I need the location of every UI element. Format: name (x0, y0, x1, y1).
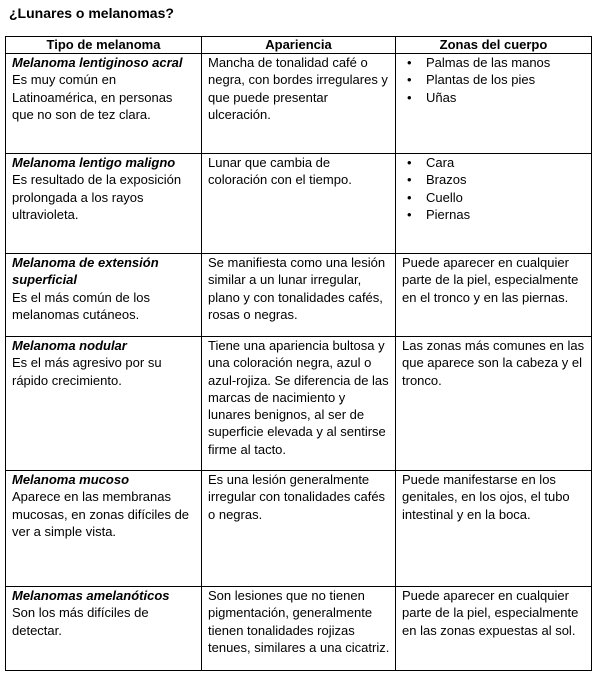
melanoma-name: Melanoma mucoso (12, 472, 130, 487)
list-item (402, 154, 587, 171)
type-cell (6, 587, 202, 671)
zones-list (402, 54, 587, 106)
type-cell (6, 471, 202, 587)
header-apariencia: Apariencia (202, 37, 396, 54)
type-cell (6, 337, 202, 471)
list-item (402, 71, 587, 88)
type-cell (6, 254, 202, 337)
zone-label: Piernas (426, 206, 471, 222)
zone-label: Palmas de las manos (426, 55, 551, 70)
table-header-row (6, 37, 592, 54)
zone-label: Brazos (426, 172, 467, 188)
table-row (6, 254, 592, 337)
melanoma-name: Melanoma lentigo maligno (12, 155, 176, 170)
zones-cell: Puede aparecer en cualquier parte de la piel, especialmente en las zonas expuestas al sol. (396, 587, 592, 671)
table-row (6, 471, 592, 587)
melanoma-description: Aparece en las membranas mucosas, en zonas difíciles de ver a simple vista. (12, 489, 190, 539)
list-item (402, 171, 587, 188)
zones-list (402, 154, 587, 223)
header-zonas: Zonas del cuerpo (396, 37, 592, 54)
appearance-cell: Son lesiones que no tienen pigmentación, generalmente tienen tonalidades rojizas tenues, similares a una cicatriz. (202, 587, 396, 671)
melanoma-name: Melanoma nodular (12, 338, 127, 353)
appearance-cell: Tiene una apariencia bultosa y una coloración negra, azul o azul-rojiza. Se diferencia de las marcas de nacimiento y lunares benignos, al ser de superficie elevada y al sentirse firme al tacto. (202, 337, 396, 471)
melanoma-name: Melanomas amelanóticos (12, 588, 170, 603)
bullet-icon: • (407, 89, 412, 105)
zones-cell: Puede manifestarse en los genitales, en los ojos, el tubo intestinal y en la boca. (396, 471, 592, 587)
type-cell (6, 154, 202, 254)
zone-label: Cara (426, 155, 455, 170)
bullet-icon: • (407, 55, 412, 70)
list-item (402, 189, 587, 206)
table-row (6, 154, 592, 254)
zone-label: Cuello (426, 189, 463, 205)
melanoma-description: Son los más difíciles de detectar. (12, 605, 149, 638)
bullet-icon: • (407, 206, 412, 222)
melanoma-table (5, 36, 592, 671)
zones-cell: Puede aparecer en cualquier parte de la piel, especialmente en el tronco y en las piernas. (396, 254, 592, 337)
appearance-cell: Mancha de tonalidad café o negra, con bordes irregulares y que puede presentar ulceración. (202, 54, 396, 154)
zones-cell: Las zonas más comunes en las que aparece son la cabeza y el tronco. (396, 337, 592, 471)
bullet-icon: • (407, 172, 412, 188)
appearance-cell: Se manifiesta como una lesión similar a un lunar irregular, plano y con tonalidades cafés, rosas o negras. (202, 254, 396, 337)
melanoma-description: Es el más común de los melanomas cutáneos. (12, 289, 151, 322)
list-item (402, 206, 587, 223)
bullet-icon: • (407, 155, 412, 170)
melanoma-description: Es muy común en Latinoamérica, en personas que no son de tez clara. (12, 72, 173, 122)
zones-cell (396, 154, 592, 254)
zone-label: Uñas (426, 89, 457, 105)
bullet-icon: • (407, 189, 412, 205)
appearance-cell: Es una lesión generalmente irregular con tonalidades cafés o negras. (202, 471, 396, 587)
type-cell (6, 54, 202, 154)
page-title: ¿Lunares o melanomas? (9, 5, 174, 21)
appearance-cell: Lunar que cambia de coloración con el tiempo. (202, 154, 396, 254)
melanoma-description: Es el más agresivo por su rápido crecimiento. (12, 355, 162, 388)
table-row (6, 54, 592, 154)
list-item (402, 89, 587, 106)
zones-cell (396, 54, 592, 154)
melanoma-name: Melanoma lentiginoso acral (12, 55, 183, 70)
table-row (6, 337, 592, 471)
zone-label: Plantas de los pies (426, 72, 536, 88)
melanoma-description: Es resultado de la exposición prolongada a los rayos ultravioleta. (12, 172, 182, 222)
bullet-icon: • (407, 72, 412, 88)
header-tipo: Tipo de melanoma (6, 37, 202, 54)
list-item (402, 54, 587, 71)
melanoma-name: Melanoma de extensión superficial (12, 255, 159, 288)
table-row (6, 587, 592, 671)
